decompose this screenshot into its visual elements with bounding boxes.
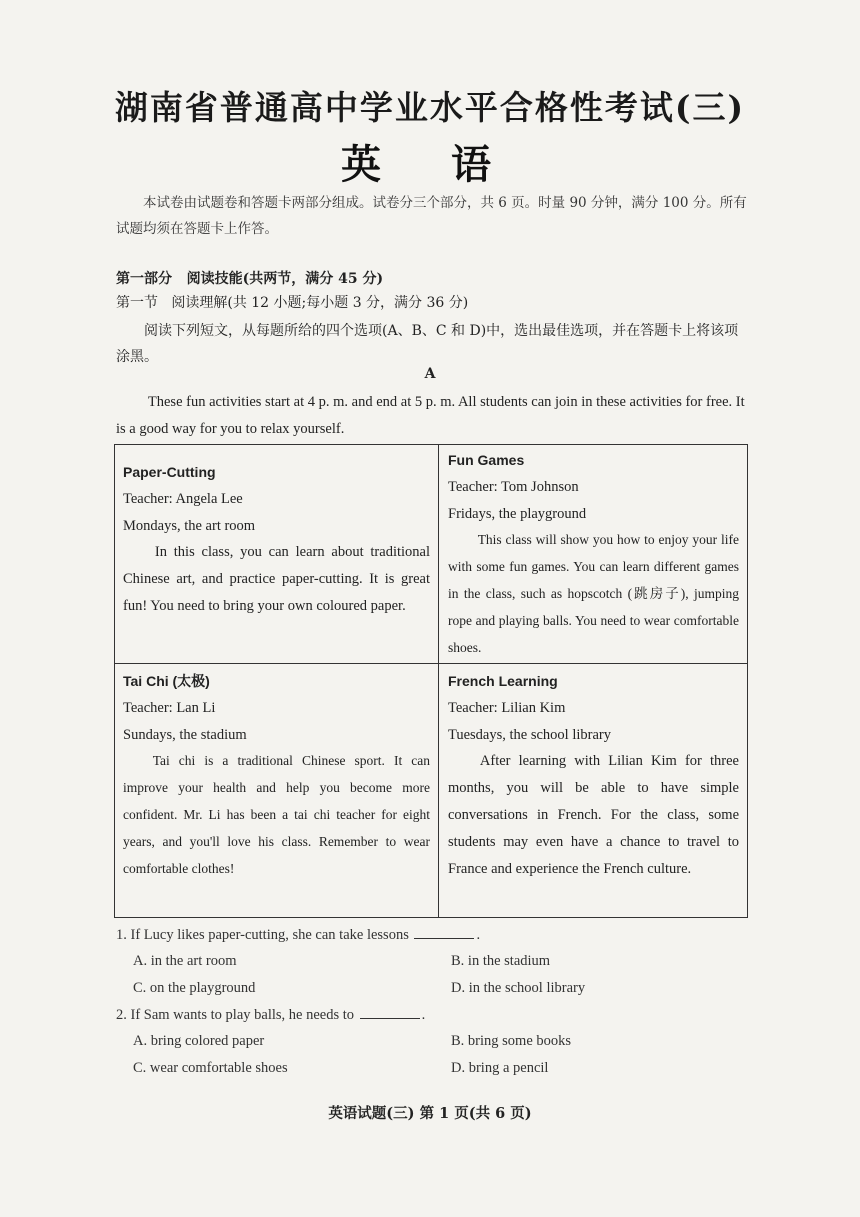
instructions: 阅读下列短文，从每题所给的四个选项(A、B、C 和 D)中，选出最佳选项，并在答题卡上将该项涂黑。	[116, 323, 739, 365]
activity-schedule: Sundays, the stadium	[123, 726, 247, 743]
exam-title: 湖南省普通高中学业水平合格性考试(三)	[114, 88, 746, 127]
activity-cell-paper-cutting	[115, 459, 438, 620]
part-title: 阅读技能(共两节，满分 45 分)	[186, 271, 384, 287]
activity-cell-french-learning	[440, 668, 747, 882]
question-2-option-a: A. bring colored paper	[133, 1033, 265, 1049]
answer-blank	[360, 1006, 420, 1019]
question-1-option-a: A. in the art room	[133, 953, 237, 969]
question-1-option-b: B. in the stadium	[451, 953, 551, 969]
part-heading	[116, 268, 756, 288]
subject-title: 英 语	[341, 142, 519, 188]
activity-description: Tai chi is a traditional Chinese sport. It can improve your health and help you become more confident. Mr. Li has been a tai chi teacher for eight years, and you'll love his class. Remember to wear comfortable clothes!	[123, 753, 430, 876]
activity-name: Paper-Cutting	[123, 464, 216, 480]
activity-name: Tai Chi (太极)	[123, 673, 210, 689]
activity-description: After learning with Lilian Kim for three months, you will be able to have simple conversations in French. For the class, some students may even have a chance to travel to France and experience the French culture.	[448, 753, 739, 877]
section-title: 阅读理解(共 12 小题;每小题 3 分，满分 36 分)	[171, 295, 469, 311]
activity-name: Fun Games	[448, 452, 525, 468]
question-2-option-c: C. wear comfortable shoes	[133, 1060, 288, 1076]
part-label: 第一部分	[116, 271, 172, 287]
question-stem: 1. If Lucy likes paper-cutting, she can take lessons	[116, 927, 409, 943]
question-2	[116, 1006, 756, 1024]
activities-table	[114, 444, 748, 918]
exam-intro: 本试卷由试题卷和答题卡两部分组成。试卷分三个部分，共 6 页。时量 90 分钟，满分 100 分。所有试题均须在答题卡上作答。	[116, 195, 747, 237]
question-2-option-d: D. bring a pencil	[451, 1060, 549, 1076]
question-stem-end: .	[421, 1007, 426, 1023]
answer-blank	[414, 926, 474, 939]
page-footer: 英语试题(三) 第 1 页(共 6 页)	[328, 1105, 532, 1122]
activity-cell-tai-chi	[115, 668, 438, 882]
question-stem: 2. If Sam wants to play balls, he needs to	[116, 1007, 354, 1023]
table-divider-vertical	[438, 445, 439, 917]
question-stem-end: .	[476, 927, 481, 943]
passage-intro: These fun activities start at 4 p. m. and end at 5 p. m. All students can join in these activities for free. It is a good way for you to relax yourself.	[116, 394, 745, 437]
activity-cell-fun-games	[440, 447, 747, 661]
section-heading	[116, 292, 756, 312]
activity-description: In this class, you can learn about traditional Chinese art, and practice paper-cutting. It is great fun! You need to bring your own coloured paper.	[123, 544, 430, 614]
activity-schedule: Tuesdays, the school library	[448, 726, 611, 743]
question-1-option-c: C. on the playground	[133, 980, 256, 996]
activity-name: French Learning	[448, 673, 558, 689]
activity-teacher: Teacher: Lilian Kim	[448, 699, 566, 716]
passage-label: A	[424, 366, 436, 382]
question-1-option-d: D. in the school library	[451, 980, 586, 996]
activity-description: This class will show you how to enjoy your life with some fun games. You can learn different games in the class, such as hopscotch (跳房子), jumping rope and playing balls. You need to wear comfortable shoes.	[448, 532, 739, 655]
activity-schedule: Fridays, the playground	[448, 505, 587, 522]
question-2-option-b: B. bring some books	[451, 1033, 572, 1049]
activity-teacher: Teacher: Tom Johnson	[448, 478, 579, 495]
question-1	[116, 926, 756, 944]
table-divider-horizontal	[115, 663, 747, 664]
activity-teacher: Teacher: Lan Li	[123, 699, 216, 716]
section-label: 第一节	[116, 295, 158, 311]
activity-schedule: Mondays, the art room	[123, 517, 256, 534]
activity-teacher: Teacher: Angela Lee	[123, 490, 243, 507]
